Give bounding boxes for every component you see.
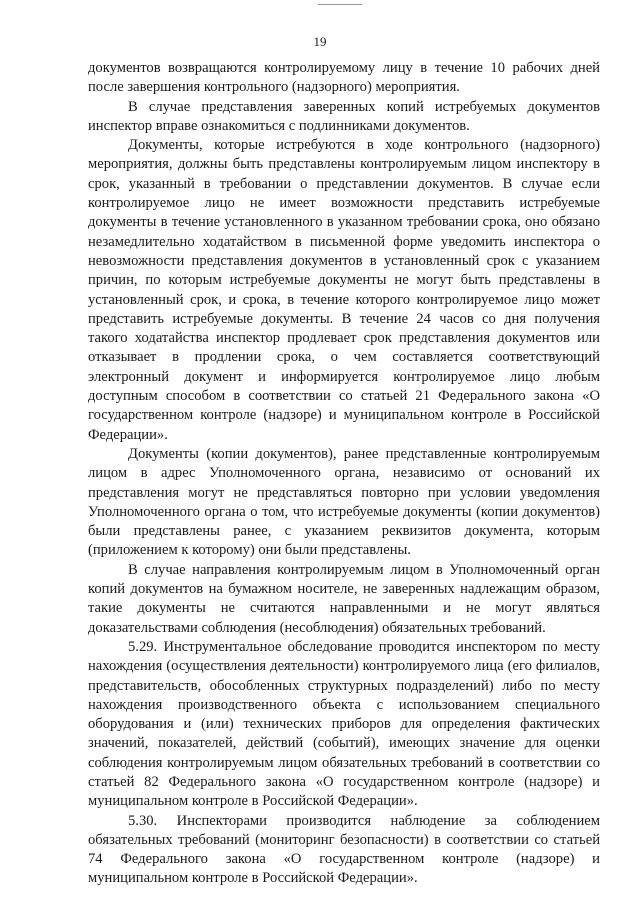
paragraph-return-of-documents: документов возвращаются контролируемому лицу в течение 10 рабочих дней после завершения контрольного (надзорного) мероприятия.	[88, 60, 600, 96]
paragraph-requested-documents: Документы, которые истребуются в ходе контрольного (надзорного) мероприятия, должны быть представлены контролируемым лицом инспектору в срок, указанный в требовании о представлении документов. В случае если контролируемое лицо не имеет возможности представить истребуемые документы в течение установленного в указанном требовании срока, оно обязано незамедлительно ходатайством в письменной форме уведомить инспектора о невозможности представления документов в установленный срок с указанием причин, по которым истребуемые документы не могут быть представлены в установленный срок, и срока, в течение которого контролируемое лицо может представить истребуемые документы. В течение 24 часов со дня получения такого ходатайства инспектор продлевает срок представления документов или отказывает в продлении срока, о чем составляется соответствующий электронный документ и информируется контролируемое лицо любым доступным способом в соответствии со статьей 21 Федерального закона «О государственном контроле (надзоре) и муниципальном контроле в Российской Федерации».	[88, 137, 600, 443]
paragraph-uncertified-copies: В случае направления контролируемым лицом в Уполномоченный орган копий документов на бумажном носителе, не заверенных надлежащим образом, такие документы не считаются направленными и не могут являться доказательствами соблюдения (несоблюдения) обязательных требований.	[88, 561, 600, 636]
paragraph-certified-copies: В случае представления заверенных копий истребуемых документов инспектор вправе ознакомиться с подлинниками документов.	[88, 98, 600, 134]
top-edge-line	[318, 4, 362, 5]
document-body	[88, 59, 600, 889]
paragraph-section-5-29: 5.29. Инструментальное обследование проводится инспектором по месту нахождения (осуществления деятельности) контролируемого лица (его филиалов, представительств, обособленных структурных подразделений) либо по месту нахождения производственного объекта с использованием специального оборудования и (или) технических приборов для определения фактических значений, показателей, действий (событий), имеющих значение для оценки соблюдения контролируемым лицом обязательных требований в соответствии со статьей 82 Федерального закона «О государственном контроле (надзоре) и муниципальном контроле в Российской Федерации».	[88, 638, 600, 810]
paragraph-section-5-30: 5.30. Инспекторами производится наблюдение за соблюдением обязательных требований (мониторинг безопасности) в соответствии со статьей 74 Федерального закона «О государственном контроле (надзоре) и муниципальном контроле в Российской Федерации».	[88, 812, 600, 887]
paragraph-previously-submitted: Документы (копии документов), ранее представленные контролируемым лицом в адрес Уполномоченного органа, независимо от оснований их представления могут не представляться повторно при условии уведомления Уполномоченного органа о том, что истребуемые документы (копии документов) были представлены ранее, с указанием реквизитов документа, которым (приложением к которому) они были представлены.	[88, 445, 600, 559]
page-number: 19	[313, 34, 327, 49]
